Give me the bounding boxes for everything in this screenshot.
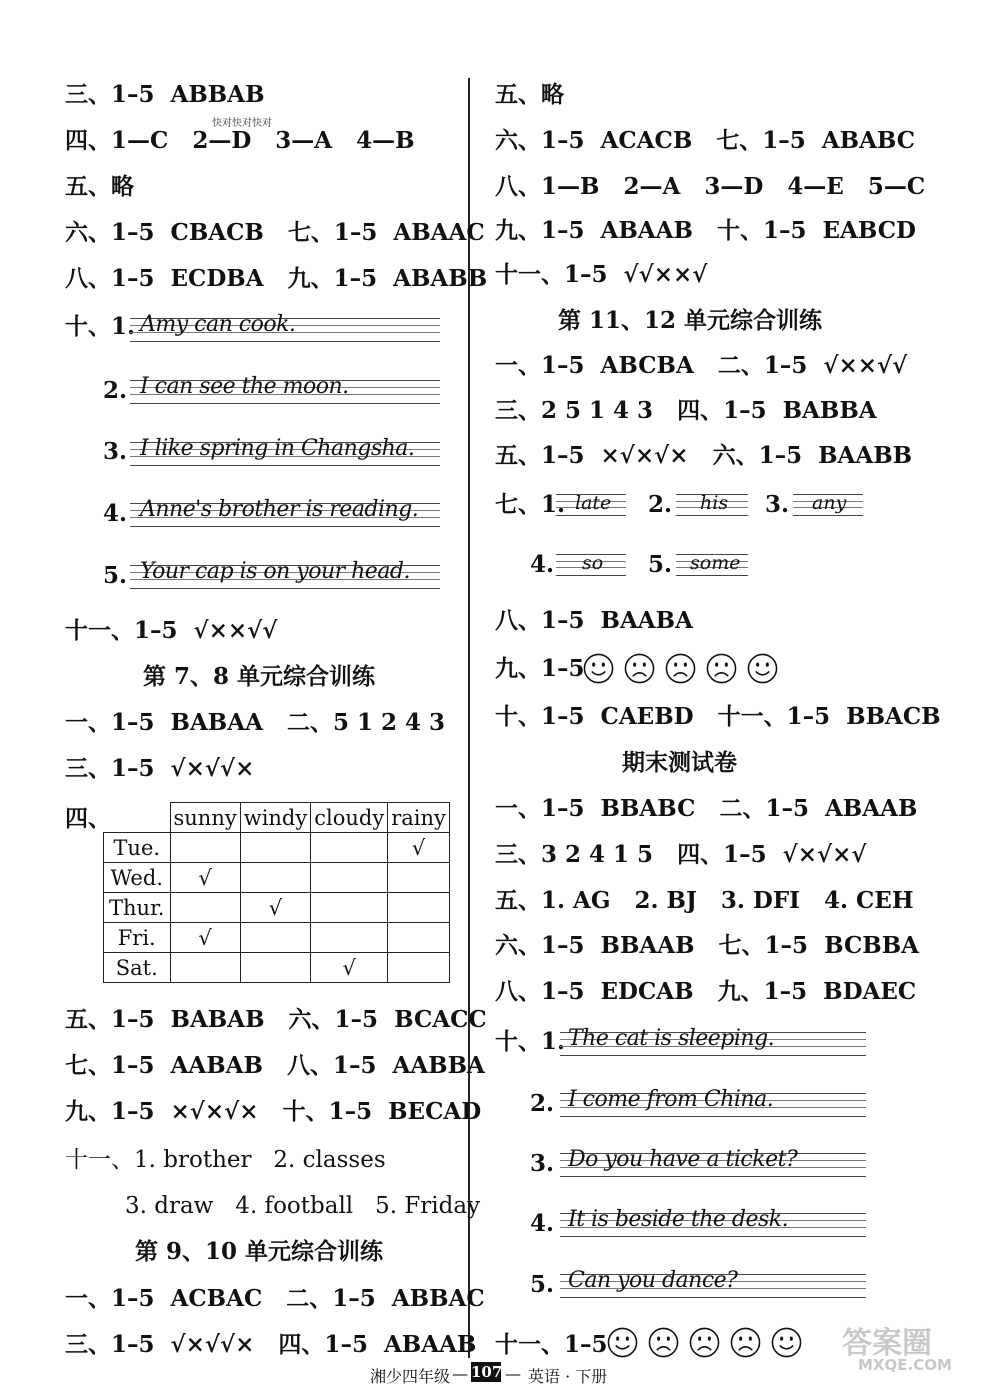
final-eleven-label: 十一、1–5 [495,1331,608,1358]
table-cell: √ [240,893,311,923]
footer-dash-left: — [452,1364,468,1383]
table-cell: √ [388,833,450,863]
happy-face-icon [607,1327,638,1358]
watermark-url: MXQE.COM [858,1356,952,1374]
section-heading-11-12: 第 11、12 单元综合训练 [558,307,823,334]
table-corner [104,803,171,833]
handwritten-answer: Can you dance? [568,1268,738,1293]
u1112-seven-label: 七、1. [495,491,566,518]
handwritten-answer: I like spring in Changsha. [140,436,415,461]
fill-word: any [812,492,847,514]
table-cell: √ [170,923,240,953]
faces-row-nine [583,653,778,684]
left-line-eleven: 十一、1–5 √××√√ [65,617,278,644]
writing-number: 5. [103,562,128,589]
table-cell [311,863,388,893]
watermark-logo: 答案圈 [842,1326,932,1361]
left-line-5: 八、1–5 ECDBA 九、1–5 ABABB [65,265,488,292]
table-cell [240,923,311,953]
sad-face-icon [624,653,655,684]
footer-right: 英语 · 下册 [528,1367,608,1386]
u78-line-1: 一、1–5 BABAA 二、5 1 2 4 3 [65,709,446,736]
right-line-1: 五、略 [495,81,564,108]
right-line-4: 九、1–5 ABAAB 十、1–5 EABCD [495,217,916,244]
table-header: sunny [170,803,240,833]
table-cell: √ [311,953,388,983]
table-cell [240,833,311,863]
page-number: 107 [471,1363,503,1381]
sad-face-icon [706,653,737,684]
table-cell [311,923,388,953]
section-heading-final: 期末测试卷 [622,749,737,776]
writing-number: 3. [103,438,128,465]
table-cell [240,953,311,983]
right-line-3: 八、1—B 2—A 3—D 4—E 5—C [495,173,926,200]
handwritten-answer: I come from China. [568,1087,774,1112]
happy-face-icon [583,653,614,684]
final-line-4: 六、1–5 BBAAB 七、1–5 BCBBA [495,932,919,959]
u78-four-label: 四、 [65,805,111,832]
table-cell [388,953,450,983]
writing-number: 2. [530,1090,555,1117]
fill-word: his [700,492,729,514]
handwritten-answer: Do you have a ticket? [568,1147,798,1172]
u78-line-8: 十一、1. brother 2. classes [65,1147,386,1173]
left-line-2: 四、1—C 2—D 3—A 4—B [65,127,415,154]
u1112-line-1: 一、1–5 ABCBA 二、1–5 √××√√ [495,352,908,379]
table-day: Fri. [104,923,171,953]
handwritten-answer: Amy can cook. [140,312,296,337]
section-heading-9-10: 第 9、10 单元综合训练 [135,1238,384,1265]
fill-number: 2. [648,491,673,518]
writing-number: 5. [530,1271,555,1298]
section-heading-7-8: 第 7、8 单元综合训练 [143,663,376,690]
writing-number: 4. [103,500,128,527]
right-line-2: 六、1–5 ACACB 七、1–5 ABABC [495,127,916,154]
handwritten-answer: Anne's brother is reading. [140,497,419,522]
table-cell: √ [170,863,240,893]
fill-word: late [575,492,612,514]
left-section-ten-label: 十、1. [65,313,136,340]
left-line-3: 五、略 [65,173,134,200]
table-day: Wed. [104,863,171,893]
happy-face-icon [771,1327,802,1358]
u1112-line-8: 八、1–5 BAABA [495,607,693,634]
weather-table [103,802,450,983]
left-line-4: 六、1–5 CBACB 七、1–5 ABAAC [65,219,485,246]
writing-number: 4. [530,1210,555,1237]
fill-word: some [690,552,741,574]
final-ten-label: 十、1. [495,1028,566,1055]
sad-face-icon [648,1327,679,1358]
table-header: rainy [388,803,450,833]
table-cell [240,863,311,893]
table-cell [388,893,450,923]
sad-face-icon [689,1327,720,1358]
u1112-line-3: 五、1–5 ×√×√× 六、1–5 BAABB [495,442,913,469]
table-cell [170,953,240,983]
sad-face-icon [665,653,696,684]
final-line-3: 五、1. AG 2. BJ 3. DFI 4. CEH [495,887,914,914]
handwritten-answer: I can see the moon. [140,374,349,399]
table-day: Tue. [104,833,171,863]
u78-line-7: 九、1–5 ×√×√× 十、1–5 BECAD [65,1098,482,1125]
u1112-line-10: 十、1–5 CAEBD 十一、1–5 BBACB [495,703,941,730]
u78-line-2: 三、1–5 √×√√× [65,755,255,782]
u1112-nine-label: 九、1–5 [495,655,585,682]
fill-word: so [582,552,604,574]
writing-number: 3. [530,1150,555,1177]
fill-number: 4. [530,551,555,578]
u910-line-1: 一、1–5 ACBAC 二、1–5 ABBAC [65,1285,485,1312]
fill-number: 3. [765,491,790,518]
u78-line-9: 3. draw 4. football 5. Friday [125,1193,481,1219]
left-line-1: 三、1–5 ABBAB [65,81,265,108]
faces-row-eleven [607,1327,802,1358]
table-header: windy [240,803,311,833]
footer-dash-right: — [505,1364,521,1383]
happy-face-icon [747,653,778,684]
table-day: Sat. [104,953,171,983]
footer-left: 湘少四年级 [370,1367,451,1386]
writing-number: 2. [103,377,128,404]
final-line-5: 八、1–5 EDCAB 九、1–5 BDAEC [495,978,917,1005]
overlay-stamp: 快对快对快对 [212,118,272,129]
final-line-1: 一、1–5 BBABC 二、1–5 ABAAB [495,795,918,822]
fill-number: 5. [648,551,673,578]
table-cell [388,923,450,953]
u1112-line-2: 三、2 5 1 4 3 四、1–5 BABBA [495,397,877,424]
handwritten-answer: Your cap is on your head. [140,559,411,584]
table-cell [170,893,240,923]
u78-line-5: 五、1–5 BABAB 六、1–5 BCACC [65,1006,487,1033]
u910-line-2: 三、1–5 √×√√× 四、1–5 ABAAB [65,1331,477,1358]
right-line-5: 十一、1–5 √√××√ [495,261,708,288]
handwritten-answer: The cat is sleeping. [568,1026,775,1051]
table-cell [311,833,388,863]
table-day: Thur. [104,893,171,923]
sad-face-icon [730,1327,761,1358]
table-cell [388,863,450,893]
table-cell [170,833,240,863]
table-cell [311,893,388,923]
u78-line-6: 七、1–5 AABAB 八、1–5 AABBA [65,1052,485,1079]
handwritten-answer: It is beside the desk. [568,1207,789,1232]
table-header: cloudy [311,803,388,833]
final-line-2: 三、3 2 4 1 5 四、1–5 √×√×√ [495,841,867,868]
